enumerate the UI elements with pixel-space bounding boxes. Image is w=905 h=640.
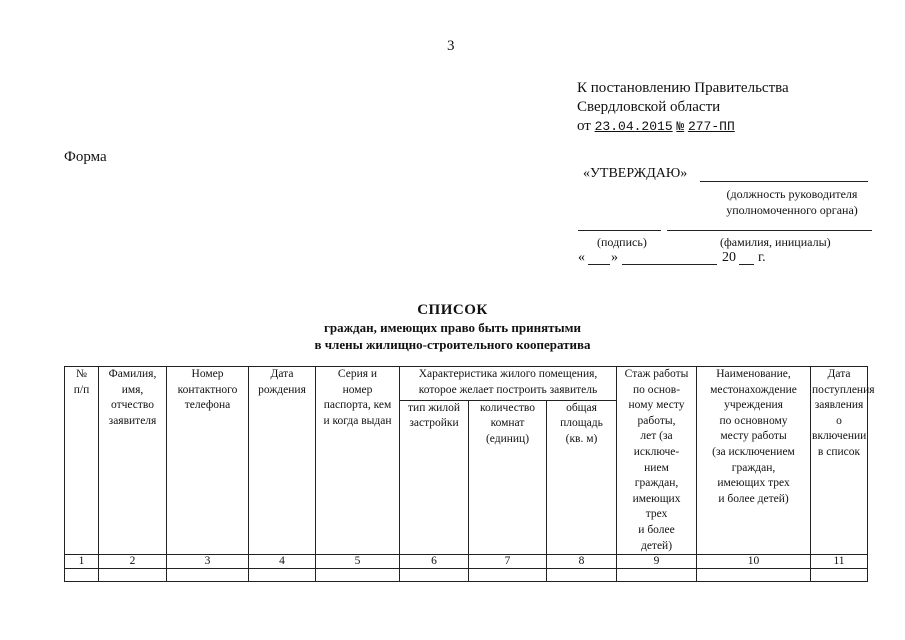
column-numbers-row (65, 555, 868, 569)
column-number: 10 (697, 555, 811, 569)
col-header-housing-group: Характеристика жилого помещения, которое желает построить заявитель (400, 367, 617, 401)
table-cell (65, 569, 99, 582)
column-number: 5 (316, 555, 400, 569)
table-cell (316, 569, 400, 582)
column-number: 11 (811, 555, 868, 569)
column-number: 2 (99, 555, 167, 569)
col-header-rooms: количество комнат (единиц) (469, 400, 547, 554)
col-header-date-received: Дата поступления заявления о включении в список (811, 367, 868, 555)
table-row (65, 569, 868, 582)
col-header-name: Фамилия, имя, отчество заявителя (99, 367, 167, 555)
table-cell (617, 569, 697, 582)
date-close-quote: » (611, 250, 618, 265)
table-cell (697, 569, 811, 582)
page-number: 3 (447, 38, 455, 54)
day-blank-line (588, 264, 610, 265)
table-cell (99, 569, 167, 582)
year-prefix: 20 (722, 250, 736, 265)
approval-number-sign: № (676, 119, 685, 134)
approval-line-1: К постановлению Правительства (577, 80, 789, 96)
approval-line-2: Свердловской области (577, 99, 721, 115)
column-number: 3 (167, 555, 249, 569)
column-number: 6 (400, 555, 469, 569)
table-cell (167, 569, 249, 582)
col-header-experience: Стаж работы по основ- ному месту работы, лет (за исключе- нием граждан, имеющих трех и более детей) (617, 367, 697, 555)
name-blank-line (667, 230, 872, 231)
year-suffix: г. (758, 250, 766, 265)
signature-blank-line (578, 230, 661, 231)
document-title: СПИСОК (417, 302, 488, 318)
approval-from: от (577, 118, 591, 134)
approval-date: 23.04.2015 (594, 119, 673, 134)
year-blank-line (739, 264, 754, 265)
form-label: Форма (64, 149, 107, 165)
table-cell (811, 569, 868, 582)
approval-block (577, 79, 789, 136)
col-header-num: № п/п (65, 367, 99, 555)
column-number: 7 (469, 555, 547, 569)
confirm-label: «УТВЕРЖДАЮ» (583, 166, 688, 181)
col-header-housing-type: тип жилой застройки (400, 400, 469, 554)
table-header-row (65, 367, 868, 401)
document-subtitle-1: граждан, имеющих право быть принятыми (323, 320, 582, 335)
name-hint: (фамилия, инициалы) (720, 235, 831, 249)
document-subtitle-2: в члены жилищно-строительного кооператива (314, 337, 591, 352)
signature-hint: (подпись) (597, 235, 647, 249)
table-cell (469, 569, 547, 582)
approval-number: 277-ПП (687, 119, 735, 134)
date-open-quote: « (578, 250, 585, 265)
col-header-passport: Серия и номер паспорта, кем и когда выдан (316, 367, 400, 555)
approval-date-line (577, 117, 789, 136)
column-number: 9 (617, 555, 697, 569)
table-cell (547, 569, 617, 582)
col-header-phone: Номер контактного телефона (167, 367, 249, 555)
col-header-employer: Наименование, местонахождение учреждения по основному месту работы (за исключением граждан, имеющих трех и более детей) (697, 367, 811, 555)
col-header-area: общая площадь (кв. м) (547, 400, 617, 554)
position-hint: (должность руководителя уполномоченного органа) (726, 187, 858, 217)
table-cell (249, 569, 316, 582)
col-header-birth: Дата рождения (249, 367, 316, 555)
column-number: 1 (65, 555, 99, 569)
column-number: 4 (249, 555, 316, 569)
month-blank-line (622, 264, 717, 265)
position-blank-line (700, 181, 868, 182)
column-number: 8 (547, 555, 617, 569)
table-cell (400, 569, 469, 582)
citizens-list-table (64, 366, 875, 582)
